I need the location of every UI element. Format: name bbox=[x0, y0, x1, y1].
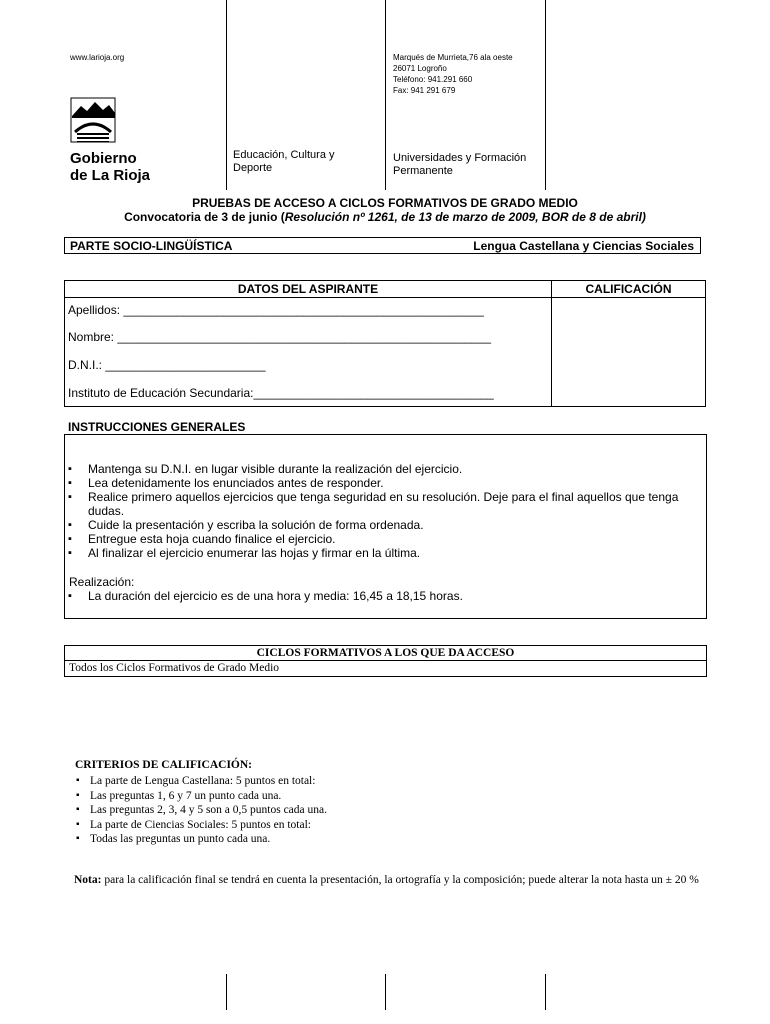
dni-field[interactable]: D.N.I.: ________________________ bbox=[68, 358, 266, 372]
ciclos-value: Todos los Ciclos Formativos de Grado Medio bbox=[69, 662, 280, 674]
list-item: ▪ La duración del ejercicio es de una hora y media: 16,45 a 18,15 horas. bbox=[64, 589, 704, 603]
department-education bbox=[233, 149, 335, 175]
footer-divider-1 bbox=[226, 974, 227, 1010]
realizacion-list bbox=[64, 589, 704, 603]
criterios-heading: CRITERIOS DE CALIFICACIÓN: bbox=[75, 759, 252, 771]
list-item: ▪ Mantenga su D.N.I. en lugar visible durante la realización del ejercicio. bbox=[64, 462, 706, 476]
datos-header: DATOS DEL ASPIRANTE bbox=[237, 282, 379, 296]
footer-divider-3 bbox=[545, 974, 546, 1010]
header-divider-2 bbox=[385, 0, 386, 190]
list-item: ▪ Todas las preguntas un punto cada una. bbox=[74, 832, 674, 847]
la-rioja-logo bbox=[69, 96, 117, 144]
list-item: ▪ Cuide la presentación y escriba la solución de forma ordenada. bbox=[64, 518, 706, 532]
list-item: ▪ Entregue esta hoja cuando finalice el ejercicio. bbox=[64, 532, 706, 546]
list-item: ▪ Las preguntas 1, 6 y 7 un punto cada una. bbox=[74, 789, 674, 804]
address-line: Teléfono: 941.291 660 bbox=[393, 75, 473, 84]
instrucciones-heading: INSTRUCCIONES GENERALES bbox=[68, 420, 246, 434]
list-item: ▪ La parte de Ciencias Sociales: 5 puntos en total: bbox=[74, 818, 674, 833]
government-name bbox=[70, 150, 150, 184]
subtitle-resolution: Resolución nº 1261, de 13 de marzo de 2009, BOR de 8 de abril) bbox=[284, 210, 646, 224]
dept-line: Deporte bbox=[233, 162, 273, 174]
subtitle-prefix: Convocatoria de 3 de junio ( bbox=[124, 210, 285, 224]
website-url[interactable]: www.larioja.org bbox=[70, 53, 125, 62]
realizacion-label: Realización: bbox=[69, 575, 135, 589]
nota-text: para la calificación final se tendrá en cuenta la presentación, la ortografía y la composición; puede alterar la nota hasta un ± 20 % bbox=[101, 874, 699, 886]
list-item: ▪ Al finalizar el ejercicio enumerar las hojas y firmar en la última. bbox=[64, 546, 706, 560]
dept-line: Permanente bbox=[393, 165, 453, 177]
address-line: Fax: 941 291 679 bbox=[393, 86, 456, 95]
address-block bbox=[393, 52, 513, 96]
gov-line-1: Gobierno bbox=[70, 150, 137, 167]
criterios-list bbox=[74, 774, 674, 847]
instituto-field[interactable]: Instituto de Educación Secundaria:____________________________________ bbox=[68, 386, 494, 400]
address-line: 26071 Logroño bbox=[393, 64, 447, 73]
header-divider-3 bbox=[545, 0, 546, 190]
header-divider-1 bbox=[226, 0, 227, 190]
ciclos-table bbox=[64, 645, 707, 677]
list-item: ▪ Las preguntas 2, 3, 4 y 5 son a 0,5 puntos cada una. bbox=[74, 803, 674, 818]
department-universities bbox=[393, 152, 526, 178]
part-box bbox=[64, 237, 701, 254]
nota-paragraph bbox=[74, 873, 704, 887]
address-line: Marqués de Murrieta,76 ala oeste bbox=[393, 53, 513, 62]
dept-line: Educación, Cultura y bbox=[233, 149, 335, 161]
list-item: ▪ La parte de Lengua Castellana: 5 puntos en total: bbox=[74, 774, 674, 789]
calificacion-header: CALIFICACIÓN bbox=[585, 282, 672, 296]
datos-column-divider bbox=[551, 281, 552, 406]
nombre-field[interactable]: Nombre: ________________________________________________________ bbox=[68, 330, 492, 344]
list-item: ▪ Realice primero aquellos ejercicios que tenga seguridad en su resolución. Deje para el final aquellos que tenga dudas. bbox=[64, 490, 706, 518]
part-name: PARTE SOCIO-LINGÜÍSTICA bbox=[70, 239, 233, 253]
dept-line: Universidades y Formación bbox=[393, 152, 527, 164]
gov-line-2: de La Rioja bbox=[70, 167, 151, 184]
part-subject: Lengua Castellana y Ciencias Sociales bbox=[473, 239, 694, 253]
instrucciones-list bbox=[64, 462, 706, 560]
footer-divider-2 bbox=[385, 974, 386, 1010]
apellidos-field[interactable]: Apellidos: ______________________________________________________ bbox=[68, 303, 484, 317]
exam-subtitle bbox=[0, 210, 770, 224]
list-item: ▪ Lea detenidamente los enunciados antes de responder. bbox=[64, 476, 706, 490]
ciclos-header: CICLOS FORMATIVOS A LOS QUE DA ACCESO bbox=[256, 647, 515, 659]
nota-label: Nota: bbox=[74, 874, 102, 886]
exam-title: PRUEBAS DE ACCESO A CICLOS FORMATIVOS DE GRADO MEDIO bbox=[192, 196, 578, 210]
